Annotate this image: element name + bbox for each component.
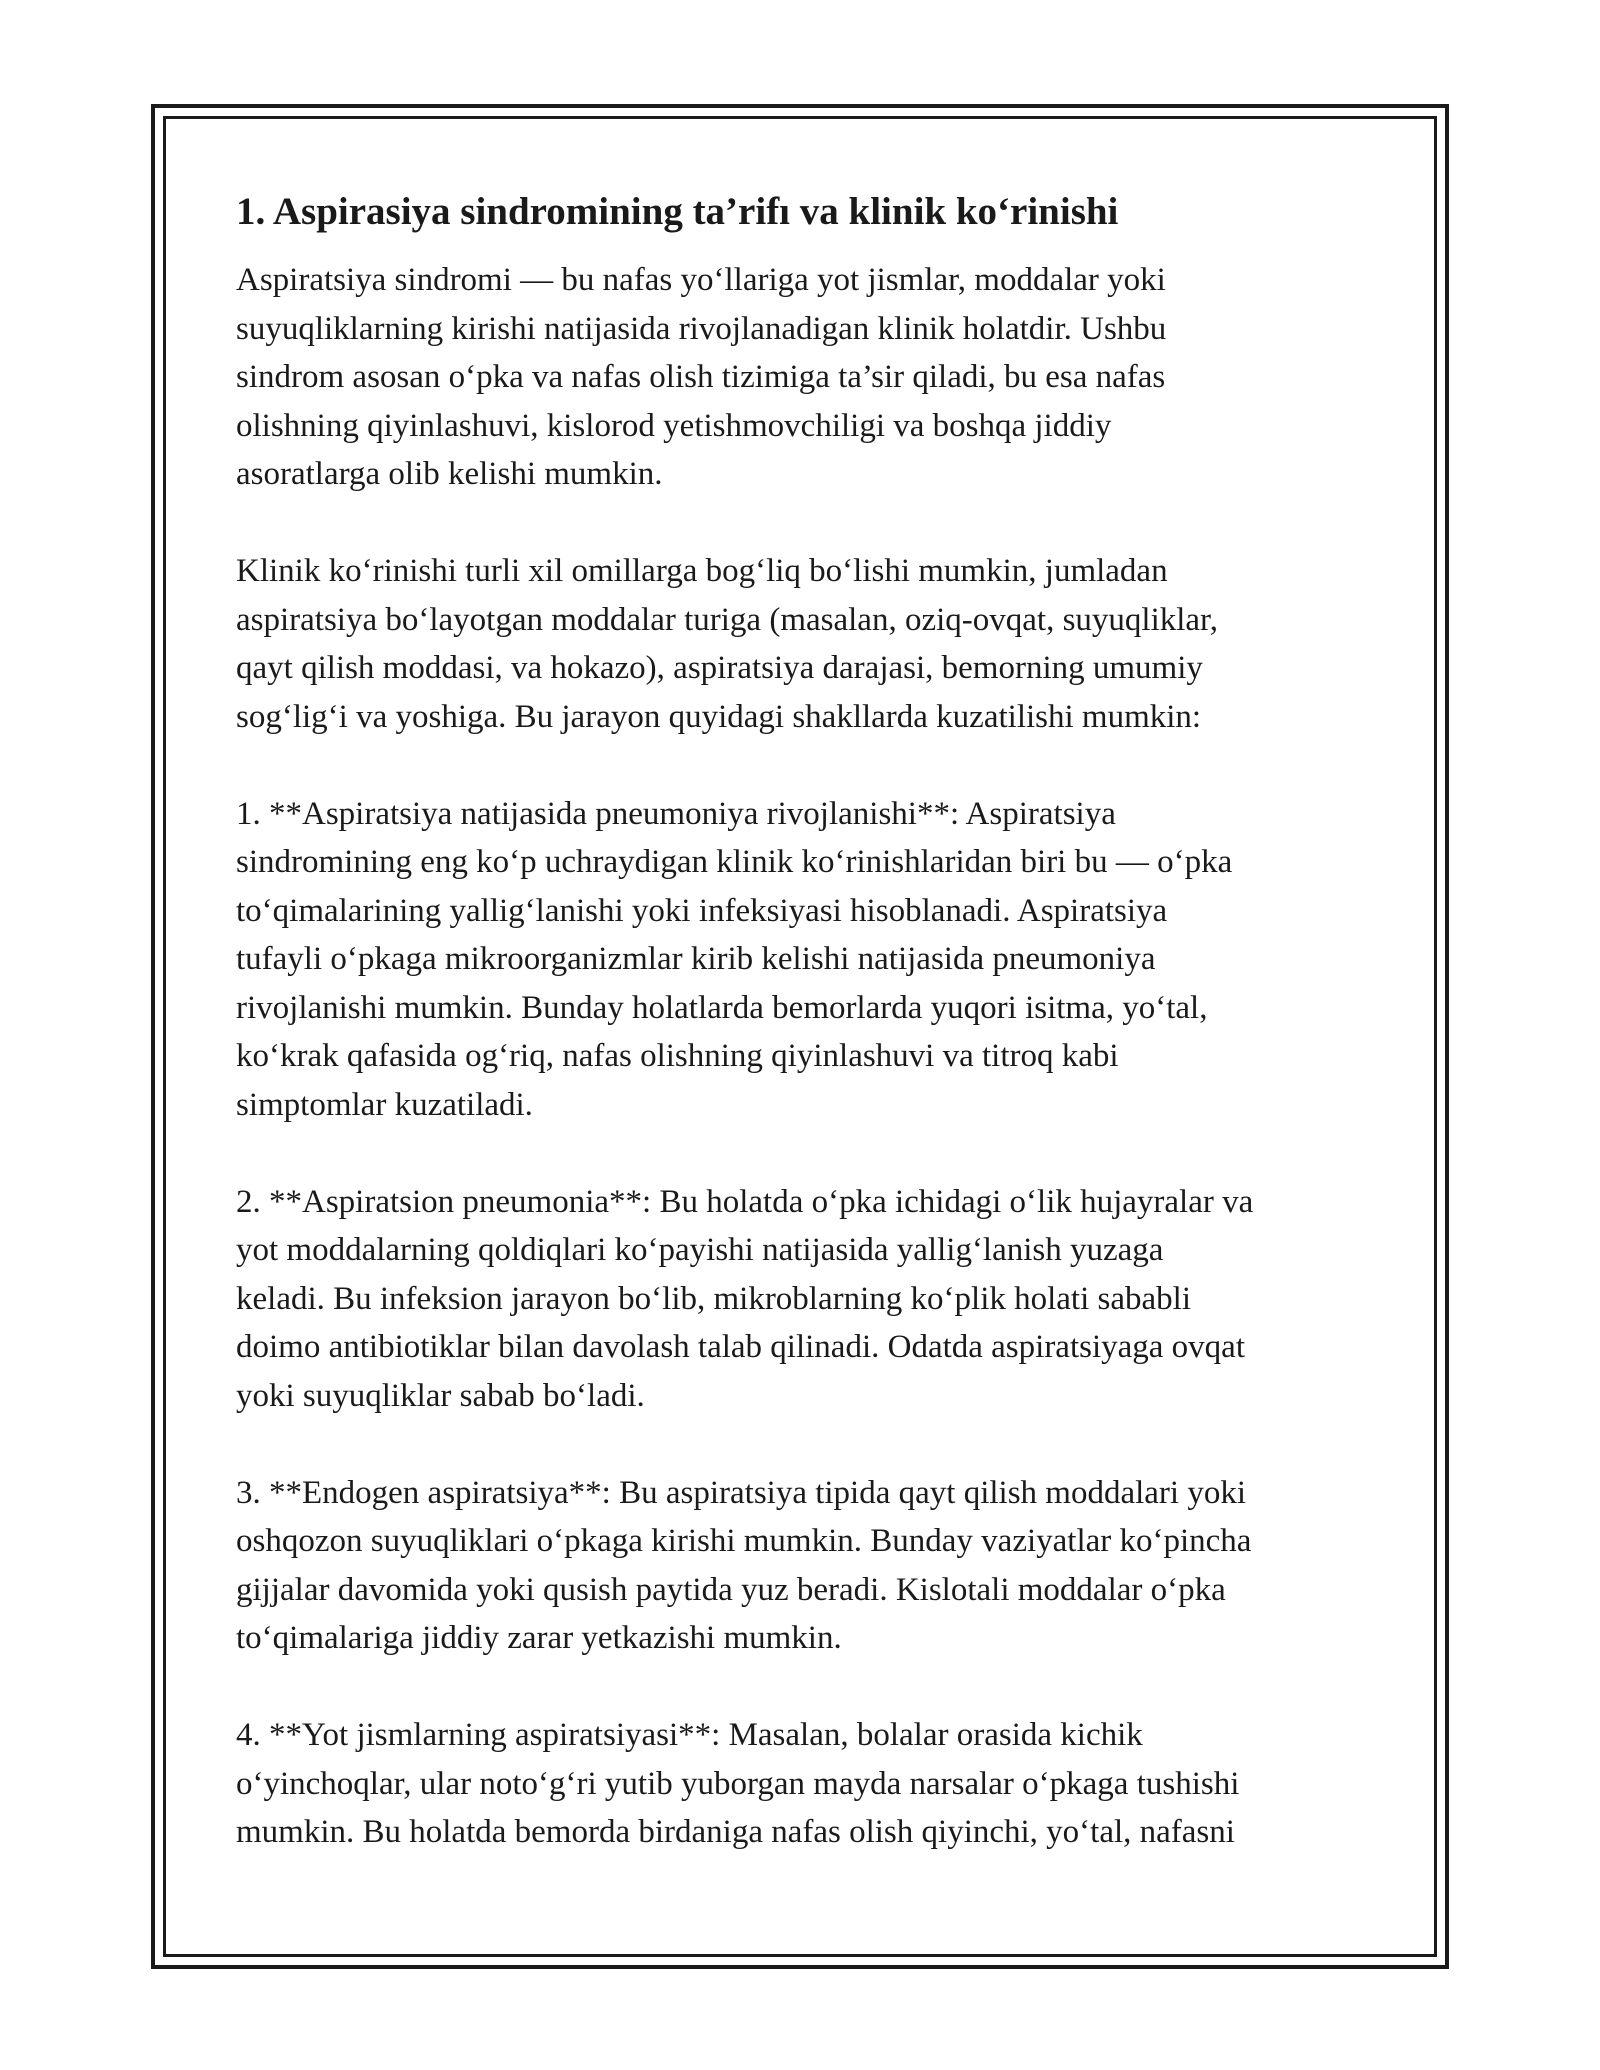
- paragraph-line: 1. **Aspiratsiya natijasida pneumoniya rivojlanishi**: Aspiratsiya: [236, 795, 1116, 832]
- paragraph-line: tufayli o‘pkaga mikroorganizmlar kirib kelishi natijasida pneumoniya: [236, 941, 1156, 977]
- paragraph-line: to‘qimalarining yallig‘lanishi yoki infeksiyasi hisoblanadi. Aspiratsiya: [236, 892, 1168, 929]
- paragraph-line: yoki suyuqliklar sabab bo‘ladi.: [236, 1377, 645, 1414]
- paragraph-line: sindrom asosan o‘pka va nafas olish tizimiga ta’sir qiladi, bu esa nafas: [236, 359, 1166, 395]
- paragraph-line: suyuqliklarning kirishi natijasida rivojlanadigan klinik holatdir. Ushbu: [236, 310, 1167, 347]
- paragraph-line: asoratlarga olib kelishi mumkin.: [236, 456, 663, 492]
- paragraph-line: ko‘krak qafasida og‘riq, nafas olishning qiyinlashuvi va titroq kabi: [236, 1038, 1119, 1074]
- paragraph-line: qayt qilish moddasi, va hokazo), aspiratsiya darajasi, bemorning umumiy: [236, 650, 1203, 686]
- paragraph-line: sindromining eng ko‘p uchraydigan klinik ko‘rinishlaridan biri bu — o‘pka: [236, 844, 1233, 880]
- section-heading: 1. Aspirasiya sindromining ta’rifı va klinik ko‘rinishi: [236, 190, 1119, 233]
- paragraph-line: Aspiratsiya sindromi — bu nafas yo‘llariga yot jismlar, moddalar yoki: [236, 262, 1166, 298]
- paragraph-line: yot moddalarning qoldiqlari ko‘payishi natijasida yallig‘lanish yuzaga: [236, 1232, 1164, 1268]
- paragraph-line: mumkin. Bu holatda bemorda birdaniga nafas olish qiyinchi, yo‘tal, nafasni: [236, 1814, 1235, 1850]
- list-item-1-pneumonia-development: [236, 790, 1386, 1130]
- paragraph-clinical-picture: [236, 547, 1386, 741]
- paragraph-line: Klinik ko‘rinishi turli xil omillarga bog‘liq bo‘lishi mumkin, jumladan: [236, 553, 1168, 589]
- paragraph-line: olishning qiyinlashuvi, kislorod yetishmovchiligi va boshqa jiddiy: [236, 407, 1112, 444]
- document-body: [236, 186, 1386, 1905]
- paragraph-line: doimo antibiotiklar bilan davolash talab qilinadi. Odatda aspiratsiyaga ovqat: [236, 1329, 1245, 1365]
- paragraph-line: 3. **Endogen aspiratsiya**: Bu aspiratsiya tipida qayt qilish moddalari yoki: [236, 1474, 1246, 1511]
- paragraph-line: o‘yinchoqlar, ular noto‘g‘ri yutib yuborgan mayda narsalar o‘pkaga tushishi: [236, 1765, 1240, 1802]
- list-item-4-foreign-body-aspiration: [236, 1711, 1386, 1857]
- paragraph-definition: [236, 256, 1386, 499]
- paragraph-line: sog‘lig‘i va yoshiga. Bu jarayon quyidagi shakllarda kuzatilishi mumkin:: [236, 698, 1202, 735]
- paragraph-line: keladi. Bu infeksion jarayon bo‘lib, mikroblarning ko‘plik holati sababli: [236, 1280, 1191, 1317]
- paragraph-line: 4. **Yot jismlarning aspiratsiyasi**: Masalan, bolalar orasida kichik: [236, 1717, 1143, 1753]
- list-item-2-aspiration-pneumonia: [236, 1178, 1386, 1421]
- paragraph-line: gijjalar davomida yoki qusish paytida yuz beradi. Kislotali moddalar o‘pka: [236, 1571, 1226, 1608]
- paragraph-line: to‘qimalariga jiddiy zarar yetkazishi mumkin.: [236, 1620, 842, 1656]
- paragraph-line: aspiratsiya bo‘layotgan moddalar turiga (masalan, oziq-ovqat, suyuqliklar,: [236, 601, 1218, 638]
- paragraph-line: 2. **Aspiratsion pneumonia**: Bu holatda o‘pka ichidagi o‘lik hujayralar va: [236, 1183, 1254, 1220]
- paragraph-line: rivojlanishi mumkin. Bunday holatlarda bemorlarda yuqori isitma, yo‘tal,: [236, 989, 1208, 1026]
- list-item-3-endogenous-aspiration: [236, 1469, 1386, 1663]
- paragraph-line: simptomlar kuzatiladi.: [236, 1086, 533, 1123]
- paragraph-line: oshqozon suyuqliklari o‘pkaga kirishi mumkin. Bunday vaziyatlar ko‘pincha: [236, 1523, 1252, 1559]
